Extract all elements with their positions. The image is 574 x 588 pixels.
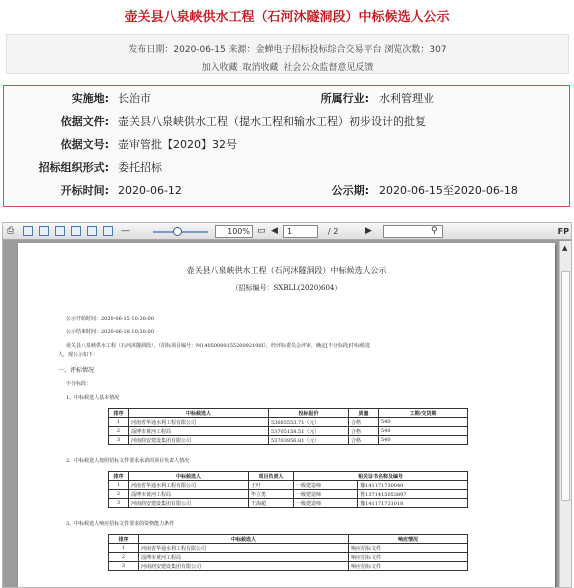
doc-section-1: 一、评标情况 bbox=[58, 367, 95, 374]
basis-value: 壶关县八泉峡供水工程（提水工程和输水工程）初步设计的批复 bbox=[118, 115, 426, 128]
table-row bbox=[109, 544, 468, 553]
table-header: 响应情况 bbox=[349, 535, 468, 544]
single-page-icon[interactable] bbox=[23, 226, 33, 236]
table-cell: 淄博市黄河工程局 bbox=[129, 490, 249, 499]
table-header: 中标候选人 bbox=[129, 409, 269, 418]
fit-page-icon[interactable] bbox=[87, 226, 97, 236]
table-header: 工期/交货期 bbox=[379, 409, 468, 418]
table-cell: 2 bbox=[109, 553, 139, 562]
candidate-table bbox=[108, 408, 468, 445]
table-header: 项目负责人 bbox=[249, 472, 294, 481]
docno-value: 壶审管批【2020】32号 bbox=[118, 138, 237, 151]
doc-bid-number: （招标编号：SXBLL(2020)604） bbox=[231, 284, 342, 292]
table-cell: 响应招标文件 bbox=[349, 553, 468, 562]
table-header: 排序 bbox=[109, 535, 139, 544]
table-cell: 540 bbox=[379, 436, 468, 445]
org-value: 委托招标 bbox=[118, 161, 162, 174]
table-row bbox=[109, 481, 468, 490]
table-cell: 540 bbox=[379, 418, 468, 427]
table-row bbox=[109, 490, 468, 499]
table-cell: 3 bbox=[109, 436, 129, 445]
table-row bbox=[109, 418, 468, 427]
table-cell: 合格 bbox=[349, 427, 379, 436]
table-cell: 河南润安建设集团有限公司 bbox=[129, 436, 269, 445]
table-row bbox=[109, 499, 468, 508]
pdf-viewer bbox=[2, 222, 572, 588]
table-cell: 河南省华通水利工程有限公司 bbox=[129, 481, 249, 490]
zoom-level[interactable]: 100% bbox=[215, 225, 253, 238]
page-view-icon[interactable]: ▭ bbox=[257, 226, 266, 236]
page-title: 壶关县八泉峡供水工程（石河沐隧洞段）中标候选人公示 bbox=[124, 10, 450, 25]
table-header: 投标报价 bbox=[269, 409, 349, 418]
table-cell: 鲁1371415053897 bbox=[358, 490, 468, 499]
two-page-icon[interactable] bbox=[39, 226, 49, 236]
fit-width-icon[interactable] bbox=[71, 226, 81, 236]
open-time-value: 2020-06-12 bbox=[118, 184, 182, 197]
page-number-input[interactable]: 1 bbox=[283, 225, 318, 238]
table-cell: 53705158.51（元） bbox=[269, 427, 349, 436]
table-header-row bbox=[109, 535, 468, 544]
doc-intro-line1: 壶关县八泉峡供水工程（石河沐隧洞段），（招标项目编号：M1405000015520092100I），经评标委员会评审，确定[不分标段]中标候选 bbox=[66, 343, 370, 349]
doc-intro-line2: 人，现公示如下： bbox=[58, 352, 99, 358]
table-cell: 河南润安建设集团有限公司 bbox=[139, 562, 349, 571]
doc-subsection-0: 不分标段： bbox=[66, 381, 92, 387]
scroll-thumb[interactable] bbox=[561, 271, 570, 501]
table-header-row bbox=[109, 472, 468, 481]
meta-box bbox=[6, 34, 569, 74]
table-cell: 1 bbox=[109, 418, 129, 427]
table-cell: 一级建造师 bbox=[294, 490, 358, 499]
table-cell: 淄博市黄河工程局 bbox=[139, 553, 349, 562]
table-cell: 豫141171730040 bbox=[358, 481, 468, 490]
table-cell: 一级建造师 bbox=[294, 499, 358, 508]
table-cell: 2 bbox=[109, 427, 129, 436]
vertical-scrollbar[interactable] bbox=[559, 241, 571, 588]
table-cell: 王海超 bbox=[249, 499, 294, 508]
rotate-icon[interactable] bbox=[103, 226, 113, 236]
table-row bbox=[109, 427, 468, 436]
doc-subsection-2: 2、中标候选人按照招标文件要求承诺的项目负责人情况 bbox=[66, 458, 190, 464]
doc-subsection-3: 3、中标候选人响应招标文件要求的资格能力条件 bbox=[66, 521, 175, 527]
pdf-toolbar bbox=[3, 223, 572, 240]
search-icon[interactable]: ⚲ bbox=[431, 226, 438, 236]
table-cell: 1 bbox=[109, 544, 139, 553]
table-cell: 3 bbox=[109, 499, 129, 508]
zoom-slider-knob[interactable] bbox=[173, 227, 182, 236]
public-feedback-link[interactable]: 社会公众监督意见反馈 bbox=[283, 63, 374, 73]
industry-label: 所属行业: bbox=[320, 92, 369, 105]
table-header: 质量 bbox=[349, 409, 379, 418]
table-cell: 毕立勇 bbox=[249, 490, 294, 499]
table-cell: 53685553.71（元） bbox=[269, 418, 349, 427]
table-cell: 响应招标文件 bbox=[349, 544, 468, 553]
doc-start-time: 公示开始时间：2020-06-15 10:30:00 bbox=[66, 316, 154, 322]
table-header: 中标候选人 bbox=[129, 472, 249, 481]
table-cell: 淄博市黄河工程局 bbox=[129, 427, 269, 436]
table-header: 排序 bbox=[109, 409, 129, 418]
notice-period-value: 2020-06-15至2020-06-18 bbox=[379, 184, 518, 197]
org-label: 招标组织形式: bbox=[38, 161, 109, 174]
print-icon[interactable]: ⎙ bbox=[7, 226, 15, 236]
pdf-page bbox=[18, 243, 555, 588]
doc-subsection-1: 1、中标候选人基本情况 bbox=[66, 395, 120, 401]
next-page-icon[interactable]: ▶ bbox=[365, 226, 372, 236]
table-row bbox=[109, 553, 468, 562]
table-row bbox=[109, 562, 468, 571]
zoom-out-icon[interactable]: — bbox=[121, 226, 130, 236]
table-cell: 53703956.81（元） bbox=[269, 436, 349, 445]
table-cell: 河南省华通水利工程有限公司 bbox=[139, 544, 349, 553]
page-total: / 2 bbox=[328, 227, 339, 236]
table-cell: 豫141171731018 bbox=[358, 499, 468, 508]
basis-label: 依据文件: bbox=[60, 115, 109, 128]
docno-label: 依据文号: bbox=[60, 138, 109, 151]
table-header: 相关证书名称及编号 bbox=[294, 472, 468, 481]
table-header-row bbox=[109, 409, 468, 418]
location-label: 实施地: bbox=[71, 92, 109, 105]
table-cell: 王叶 bbox=[249, 481, 294, 490]
add-favorite-link[interactable]: 加入收藏 bbox=[201, 63, 238, 73]
fp-label: FP bbox=[557, 227, 569, 236]
table-cell: 540 bbox=[379, 427, 468, 436]
scroll-up-icon[interactable]: ▲ bbox=[562, 244, 568, 252]
publish-info: 发布日期：2020-06-15 来源：金蝉电子招标投标综合交易平台 浏览次数：307 bbox=[128, 45, 447, 55]
table-cell: 3 bbox=[109, 562, 139, 571]
table-header: 中标候选人 bbox=[139, 535, 349, 544]
doc-end-time: 公示结束时间：2020-06-18 10:30:00 bbox=[66, 329, 154, 335]
remove-favorite-link[interactable]: 取消收藏 bbox=[242, 63, 279, 73]
table-cell: 合格 bbox=[349, 418, 379, 427]
manager-table bbox=[108, 471, 468, 508]
table-cell: 河南润安建设集团有限公司 bbox=[129, 499, 249, 508]
table-header: 排序 bbox=[109, 472, 129, 481]
prev-page-icon[interactable]: ◀ bbox=[271, 226, 278, 236]
qualification-table bbox=[108, 534, 468, 571]
table-cell: 2 bbox=[109, 490, 129, 499]
table-cell: 河南省华通水利工程有限公司 bbox=[129, 418, 269, 427]
notice-period-label: 公示期: bbox=[331, 184, 369, 197]
meta-links bbox=[7, 60, 568, 73]
table-cell: 一级建造师 bbox=[294, 481, 358, 490]
table-cell: 响应招标文件 bbox=[349, 562, 468, 571]
table-cell: 1 bbox=[109, 481, 129, 490]
project-info-box bbox=[3, 85, 570, 207]
industry-value: 水利管理业 bbox=[379, 92, 434, 105]
table-cell: 合格 bbox=[349, 436, 379, 445]
table-row bbox=[109, 436, 468, 445]
doc-title: 壶关县八泉峡供水工程（石河沐隧洞段）中标候选人公示 bbox=[186, 266, 387, 275]
open-time-label: 开标时间: bbox=[60, 184, 109, 197]
location-value: 长治市 bbox=[118, 92, 151, 105]
thumbnail-icon[interactable] bbox=[55, 226, 65, 236]
